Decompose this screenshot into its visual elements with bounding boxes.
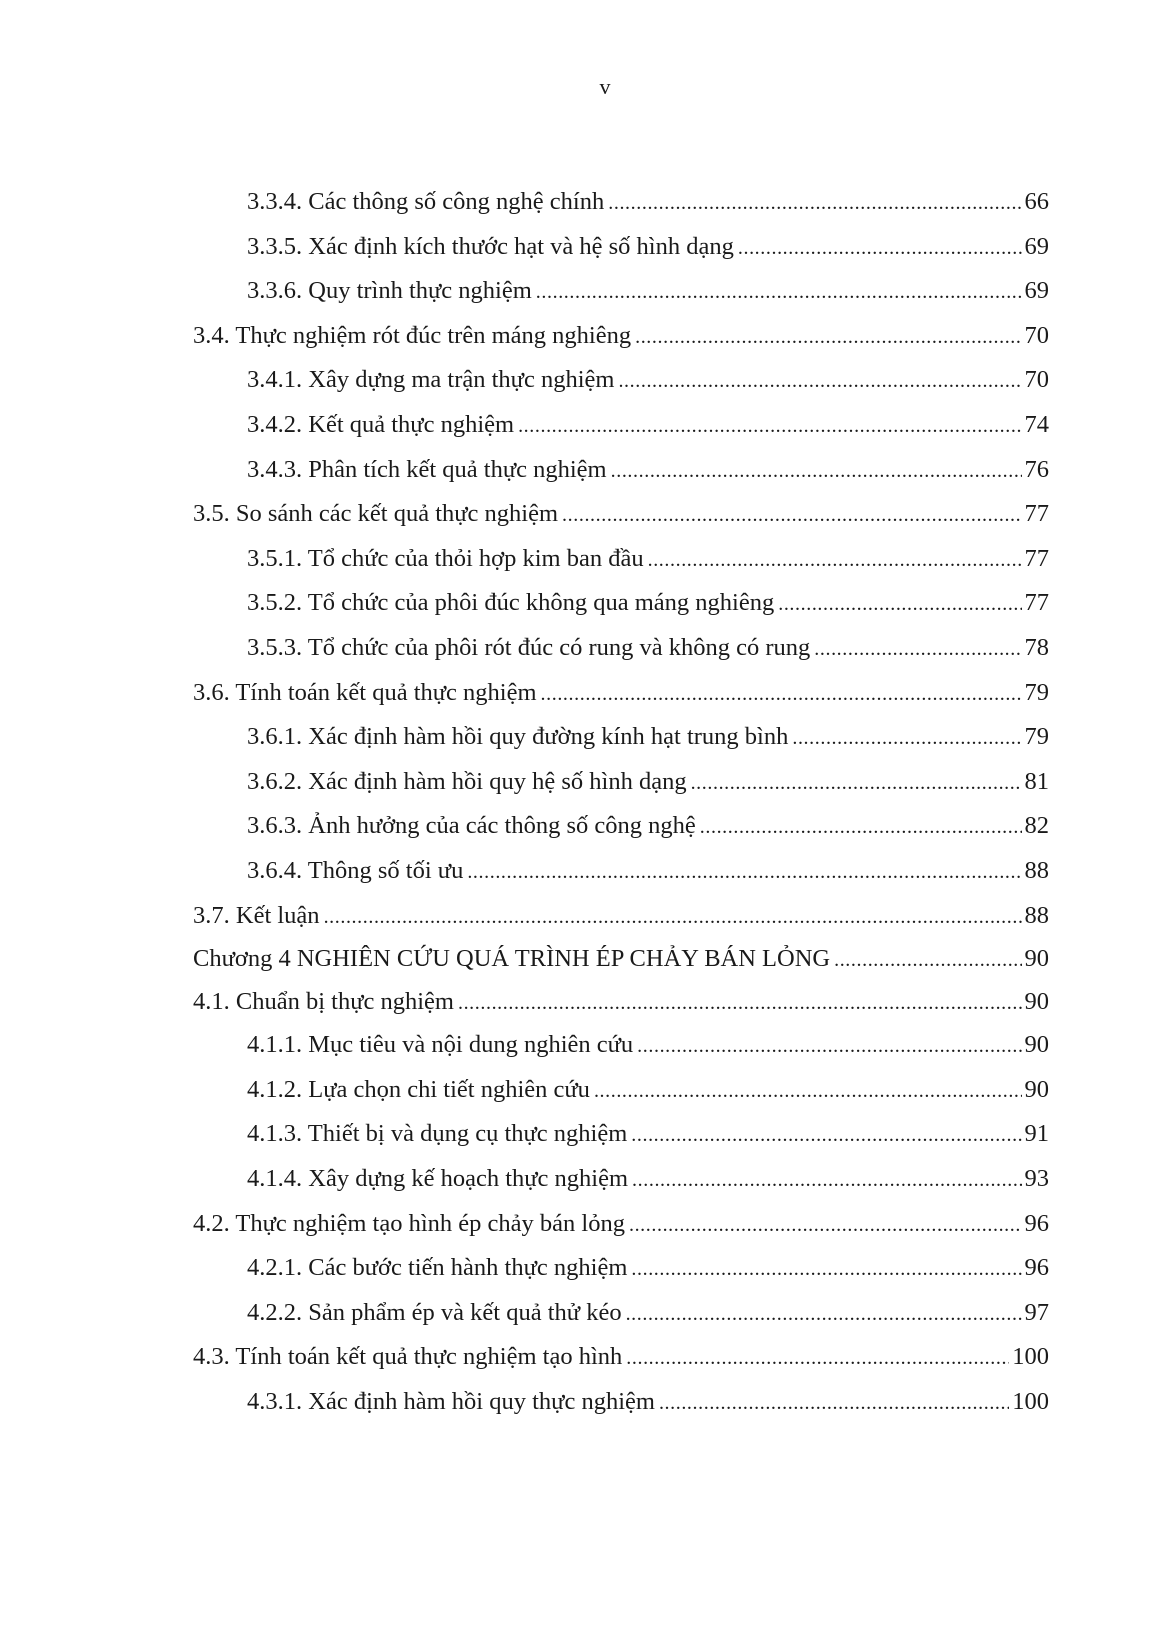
toc-dot-leader — [458, 982, 1022, 1025]
toc-entry[interactable] — [247, 1380, 1158, 1425]
toc-entry-page: 90 — [1024, 987, 1049, 1015]
toc-entry-page: 79 — [1024, 678, 1049, 706]
toc-entry-title: 4.1.2. Lựa chọn chi tiết nghiên cứu — [247, 1075, 590, 1103]
toc-dot-leader — [629, 1203, 1022, 1248]
toc-entry[interactable] — [247, 1157, 1158, 1202]
toc-entry-row — [247, 1246, 1049, 1292]
toc-entry-row — [247, 225, 1049, 271]
toc-entry-row — [247, 849, 1049, 895]
toc-entry-row — [247, 1112, 1049, 1158]
toc-entry-page: 90 — [1024, 1031, 1049, 1059]
toc-dot-leader — [814, 627, 1021, 672]
toc-entry-row — [247, 760, 1049, 806]
toc-entry[interactable] — [247, 180, 1158, 225]
toc-entry-title: 3.5.2. Tổ chức của phôi đúc không qua máng nghiêng — [247, 589, 775, 617]
toc-entry[interactable] — [247, 269, 1158, 314]
toc-entry-title: 4.1.1. Mục tiêu và nội dung nghiên cứu — [247, 1031, 634, 1059]
toc-entry-title: Chương 4 NGHIÊN CỨU QUÁ TRÌNH ÉP CHẢY BÁN LỎNG — [193, 945, 831, 973]
toc-entry-title: 3.4. Thực nghiệm rót đúc trên máng nghiêng — [193, 321, 632, 349]
toc-entry[interactable] — [247, 849, 1158, 894]
toc-entry-page: 78 — [1024, 633, 1049, 661]
toc-entry-title: 3.3.6. Quy trình thực nghiệm — [247, 277, 532, 305]
toc-entry-page: 82 — [1024, 812, 1049, 840]
toc-dot-leader — [659, 1381, 1009, 1426]
toc-dot-leader — [778, 582, 1021, 627]
toc-entry-page: 77 — [1024, 500, 1049, 528]
toc-dot-leader — [834, 939, 1021, 982]
toc-entry-row — [193, 894, 1049, 940]
toc-entry[interactable] — [193, 671, 1158, 716]
toc-entry-title: 3.6.4. Thông số tối ưu — [247, 856, 464, 884]
toc-entry-title: 4.1.3. Thiết bị và dụng cụ thực nghiệm — [247, 1120, 628, 1148]
toc-dot-leader — [518, 404, 1021, 449]
toc-entry-page: 90 — [1024, 1075, 1049, 1103]
toc-entry-title: 4.2.1. Các bước tiến hành thực nghiệm — [247, 1254, 628, 1282]
toc-entry[interactable] — [247, 715, 1158, 760]
toc-entry[interactable] — [247, 626, 1158, 671]
toc-entry-page: 81 — [1024, 767, 1049, 795]
toc-entry-page: 91 — [1024, 1120, 1049, 1148]
toc-entry-page: 77 — [1024, 544, 1049, 572]
toc-dot-leader — [626, 1292, 1022, 1337]
toc-entry[interactable] — [193, 938, 1158, 981]
toc-entry-row — [247, 269, 1049, 315]
toc-dot-leader — [648, 538, 1022, 583]
toc-dot-leader — [608, 181, 1021, 226]
toc-entry-row — [247, 180, 1049, 226]
toc-entry[interactable] — [247, 1291, 1158, 1336]
toc-entry-title: 3.3.5. Xác định kích thước hạt và hệ số hình dạng — [247, 232, 734, 260]
toc-entry[interactable] — [193, 894, 1158, 939]
toc-entry-row — [193, 492, 1049, 538]
toc-dot-leader — [792, 716, 1021, 761]
table-of-contents — [0, 180, 1158, 1425]
toc-entry[interactable] — [247, 760, 1158, 805]
toc-entry-row — [193, 1202, 1049, 1248]
toc-entry-row — [247, 1023, 1049, 1069]
toc-entry-page: 77 — [1024, 589, 1049, 617]
toc-dot-leader — [738, 226, 1022, 271]
toc-entry[interactable] — [247, 1112, 1158, 1157]
toc-entry-title: 4.3. Tính toán kết quả thực nghiệm tạo hình — [193, 1343, 623, 1371]
toc-entry[interactable] — [247, 581, 1158, 626]
toc-entry-page: 66 — [1024, 188, 1049, 215]
toc-entry-row — [247, 1380, 1049, 1426]
toc-entry-page: 100 — [1012, 1388, 1049, 1416]
toc-entry-title: 4.2. Thực nghiệm tạo hình ép chảy bán lỏng — [193, 1209, 625, 1237]
toc-entry-row — [247, 581, 1049, 627]
toc-dot-leader — [632, 1158, 1021, 1203]
toc-entry[interactable] — [247, 403, 1158, 448]
toc-entry-page: 88 — [1024, 901, 1049, 929]
toc-entry-page: 70 — [1024, 366, 1049, 394]
toc-entry-title: 3.4.3. Phân tích kết quả thực nghiệm — [247, 455, 607, 483]
toc-entry[interactable] — [247, 804, 1158, 849]
toc-entry-row — [247, 448, 1049, 494]
toc-entry-title: 4.1. Chuẩn bị thực nghiệm — [193, 987, 454, 1015]
toc-dot-leader — [611, 449, 1022, 494]
toc-entry[interactable] — [247, 1023, 1158, 1068]
toc-entry-page: 69 — [1024, 277, 1049, 305]
toc-entry[interactable] — [247, 225, 1158, 270]
toc-entry-title: 4.3.1. Xác định hàm hồi quy thực nghiệm — [247, 1388, 655, 1416]
toc-entry-row — [247, 403, 1049, 449]
toc-entry-page: 74 — [1024, 410, 1049, 438]
toc-entry-title: 3.5. So sánh các kết quả thực nghiệm — [193, 500, 559, 528]
toc-dot-leader — [536, 270, 1022, 315]
page-number: v — [599, 74, 611, 99]
toc-entry-title: 3.5.3. Tổ chức của phôi rót đúc có rung và không có rung — [247, 633, 811, 661]
toc-entry-row — [247, 715, 1049, 761]
toc-entry-page: 70 — [1024, 321, 1049, 349]
toc-entry-page: 76 — [1024, 455, 1049, 483]
toc-entry-row — [247, 804, 1049, 850]
toc-entry-title: 3.6. Tính toán kết quả thực nghiệm — [193, 678, 537, 706]
toc-entry-row — [247, 537, 1049, 583]
toc-dot-leader — [631, 1247, 1021, 1292]
toc-dot-leader — [562, 493, 1021, 538]
toc-entry-page: 79 — [1024, 723, 1049, 751]
toc-entry-page: 69 — [1024, 232, 1049, 260]
toc-entry-page: 88 — [1024, 856, 1049, 884]
toc-entry-page: 96 — [1024, 1254, 1049, 1282]
toc-entry[interactable] — [247, 1068, 1158, 1113]
toc-entry[interactable] — [193, 492, 1158, 537]
toc-entry-row — [193, 671, 1049, 717]
toc-dot-leader — [467, 850, 1021, 895]
toc-dot-leader — [637, 1024, 1021, 1069]
toc-entry-title: 3.4.1. Xây dựng ma trận thực nghiệm — [247, 366, 615, 394]
toc-entry[interactable] — [247, 448, 1158, 493]
toc-entry-row — [193, 314, 1049, 360]
toc-entry-title: 3.6.1. Xác định hàm hồi quy đường kính hạt trung bình — [247, 723, 789, 751]
toc-entry-page: 96 — [1024, 1209, 1049, 1237]
toc-entry-title: 3.7. Kết luận — [193, 901, 320, 929]
toc-entry-row — [247, 626, 1049, 672]
toc-entry-row — [247, 1291, 1049, 1337]
toc-entry[interactable] — [247, 358, 1158, 403]
toc-entry[interactable] — [193, 981, 1158, 1024]
toc-dot-leader — [691, 761, 1022, 806]
toc-dot-leader — [541, 672, 1022, 717]
toc-dot-leader — [626, 1336, 1009, 1381]
toc-entry-title: 4.1.4. Xây dựng kế hoạch thực nghiệm — [247, 1165, 629, 1193]
toc-entry-title: 3.6.3. Ảnh hưởng của các thông số công nghệ — [247, 812, 696, 840]
toc-entry[interactable] — [193, 1335, 1158, 1380]
toc-dot-leader — [618, 359, 1021, 404]
toc-entry-title: 3.5.1. Tổ chức của thỏi hợp kim ban đầu — [247, 544, 644, 572]
toc-entry[interactable] — [247, 1246, 1158, 1291]
toc-entry-row — [193, 981, 1049, 1025]
toc-entry-title: 3.3.4. Các thông số công nghệ chính — [247, 188, 605, 215]
toc-dot-leader — [700, 805, 1022, 850]
toc-entry-row — [193, 938, 1049, 982]
toc-entry-row — [247, 1068, 1049, 1114]
toc-entry-page: 100 — [1012, 1343, 1049, 1371]
toc-entry-title: 4.2.2. Sản phẩm ép và kết quả thử kéo — [247, 1298, 622, 1326]
toc-entry-page: 97 — [1024, 1298, 1049, 1326]
toc-entry-title: 3.6.2. Xác định hàm hồi quy hệ số hình dạng — [247, 767, 687, 795]
toc-entry[interactable] — [247, 537, 1158, 582]
toc-dot-leader — [635, 315, 1021, 360]
toc-entry-row — [247, 358, 1049, 404]
toc-dot-leader — [594, 1069, 1022, 1114]
toc-entry-page: 90 — [1024, 945, 1049, 973]
toc-entry-page: 93 — [1024, 1165, 1049, 1193]
toc-dot-leader — [324, 895, 1022, 940]
toc-entry-row — [247, 1157, 1049, 1203]
toc-entry[interactable] — [193, 1202, 1158, 1247]
toc-entry[interactable] — [193, 314, 1158, 359]
toc-entry-row — [193, 1335, 1049, 1381]
toc-dot-leader — [631, 1113, 1021, 1158]
toc-entry-title: 3.4.2. Kết quả thực nghiệm — [247, 410, 515, 438]
